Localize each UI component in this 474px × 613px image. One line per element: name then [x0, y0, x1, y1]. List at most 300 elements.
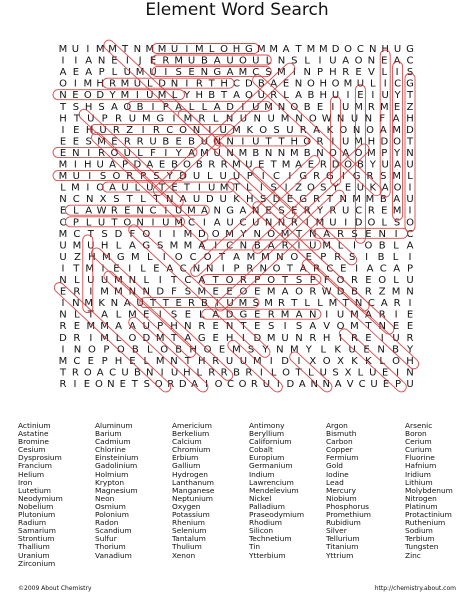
grid-letter[interactable]: N [406, 286, 414, 298]
grid-letter[interactable]: V [346, 379, 354, 390]
grid-letter[interactable]: R [303, 205, 311, 217]
grid-letter[interactable]: L [74, 309, 80, 321]
grid-letter[interactable]: L [246, 182, 252, 194]
grid-letter[interactable]: M [392, 171, 402, 183]
grid-letter[interactable]: T [295, 367, 302, 379]
grid-letter[interactable]: O [290, 251, 299, 263]
grid-letter[interactable]: I [215, 298, 219, 310]
grid-letter[interactable]: A [213, 101, 221, 113]
grid-letter[interactable]: L [393, 240, 399, 252]
grid-letter[interactable]: N [253, 113, 262, 125]
grid-letter[interactable]: L [137, 147, 143, 159]
grid-letter[interactable]: E [392, 321, 400, 333]
grid-letter[interactable]: M [289, 147, 299, 159]
grid-letter[interactable]: O [225, 275, 234, 286]
grid-letter[interactable]: A [146, 159, 154, 171]
grid-letter[interactable]: U [123, 147, 131, 159]
grid-letter[interactable]: M [266, 286, 276, 298]
grid-letter[interactable]: H [100, 240, 109, 252]
grid-letter[interactable]: I [331, 136, 335, 148]
grid-letter[interactable]: E [59, 136, 67, 148]
grid-letter[interactable]: U [262, 379, 271, 390]
grid-letter[interactable]: T [233, 182, 240, 194]
grid-letter[interactable]: M [157, 90, 167, 102]
grid-letter[interactable]: I [185, 78, 189, 90]
grid-letter[interactable]: T [295, 44, 302, 55]
grid-letter[interactable]: U [406, 379, 414, 390]
grid-letter[interactable]: I [353, 240, 356, 252]
grid-letter[interactable]: U [329, 217, 337, 229]
grid-letter[interactable]: O [59, 78, 67, 90]
grid-letter[interactable]: K [233, 194, 240, 206]
grid-letter[interactable]: A [295, 159, 302, 171]
grid-letter[interactable]: R [406, 332, 414, 344]
grid-letter[interactable]: S [170, 309, 178, 321]
grid-letter[interactable]: M [264, 298, 273, 310]
grid-letter[interactable]: U [356, 182, 365, 194]
grid-letter[interactable]: B [303, 147, 311, 159]
grid-letter[interactable]: D [281, 355, 289, 367]
grid-letter[interactable]: C [184, 275, 192, 286]
grid-letter[interactable]: L [317, 298, 323, 310]
grid-letter[interactable]: I [259, 367, 263, 379]
grid-letter[interactable]: Y [166, 171, 173, 183]
grid-letter[interactable]: N [303, 67, 311, 79]
grid-letter[interactable]: O [182, 159, 191, 171]
grid-letter[interactable]: R [123, 136, 131, 148]
grid-letter[interactable]: R [270, 90, 278, 102]
grid-letter[interactable]: P [381, 147, 388, 159]
grid-letter[interactable]: P [309, 275, 316, 286]
grid-letter[interactable]: U [370, 379, 378, 390]
grid-letter[interactable]: C [233, 78, 240, 90]
grid-letter[interactable]: E [212, 321, 219, 333]
grid-letter[interactable]: M [269, 44, 279, 55]
grid-letter[interactable]: L [60, 182, 66, 194]
grid-letter[interactable]: T [326, 194, 333, 206]
grid-letter[interactable]: M [95, 44, 105, 55]
grid-letter[interactable]: C [166, 124, 174, 136]
grid-letter[interactable]: L [147, 78, 153, 90]
grid-letter[interactable]: O [306, 78, 315, 90]
grid-letter[interactable]: Z [74, 251, 81, 263]
grid-letter[interactable]: R [250, 379, 258, 390]
grid-letter[interactable]: H [319, 78, 328, 90]
grid-letter[interactable]: P [254, 275, 261, 286]
grid-letter[interactable]: V [323, 321, 331, 333]
grid-letter[interactable]: R [364, 286, 372, 298]
grid-letter[interactable]: A [364, 309, 372, 321]
grid-letter[interactable]: P [72, 217, 79, 229]
grid-letter[interactable]: N [213, 205, 221, 217]
grid-letter[interactable]: R [126, 171, 134, 183]
grid-letter[interactable]: M [58, 159, 68, 171]
grid-letter[interactable]: U [319, 367, 327, 379]
grid-letter[interactable]: T [131, 379, 138, 390]
grid-letter[interactable]: L [115, 332, 122, 344]
grid-letter[interactable]: R [198, 321, 206, 333]
grid-letter[interactable]: B [252, 147, 260, 159]
grid-letter[interactable]: T [73, 113, 80, 125]
grid-letter[interactable]: R [162, 55, 170, 67]
grid-letter[interactable]: C [109, 367, 117, 379]
grid-letter[interactable]: H [322, 332, 331, 344]
grid-letter[interactable]: O [203, 251, 212, 263]
grid-letter[interactable]: U [331, 90, 340, 102]
grid-letter[interactable]: I [86, 44, 90, 55]
grid-letter[interactable]: I [288, 171, 292, 183]
grid-letter[interactable]: R [299, 124, 307, 136]
grid-letter[interactable]: R [367, 205, 375, 217]
grid-letter[interactable]: T [149, 298, 157, 310]
grid-letter[interactable]: R [152, 124, 160, 136]
grid-letter[interactable]: C [149, 205, 157, 217]
grid-letter[interactable]: M [350, 321, 359, 333]
grid-letter[interactable]: S [295, 275, 303, 286]
grid-letter[interactable]: U [128, 113, 137, 125]
grid-letter[interactable]: U [232, 171, 241, 183]
grid-letter[interactable]: T [73, 263, 80, 275]
grid-letter[interactable]: N [97, 55, 106, 67]
grid-letter[interactable]: N [136, 205, 144, 217]
grid-letter[interactable]: A [96, 367, 104, 379]
grid-letter[interactable]: U [219, 171, 227, 183]
grid-letter[interactable]: O [282, 367, 291, 379]
grid-letter[interactable]: T [162, 298, 169, 310]
grid-letter[interactable]: I [408, 182, 412, 194]
grid-letter[interactable]: M [306, 44, 316, 55]
grid-letter[interactable]: E [171, 182, 178, 194]
grid-letter[interactable]: M [264, 101, 273, 113]
grid-letter[interactable]: X [99, 194, 107, 206]
grid-letter[interactable]: D [331, 44, 340, 55]
grid-letter[interactable]: A [270, 78, 278, 90]
grid-letter[interactable]: B [356, 159, 364, 171]
grid-letter[interactable]: W [321, 286, 332, 298]
grid-letter[interactable]: T [170, 275, 178, 286]
grid-letter[interactable]: O [339, 124, 348, 136]
grid-letter[interactable]: A [85, 67, 93, 79]
grid-letter[interactable]: E [265, 205, 272, 217]
grid-letter[interactable]: U [87, 240, 95, 252]
grid-letter[interactable]: O [331, 78, 340, 90]
grid-letter[interactable]: R [313, 194, 321, 206]
grid-letter[interactable]: D [226, 101, 234, 113]
grid-letter[interactable]: P [162, 101, 169, 113]
grid-letter[interactable]: S [273, 124, 280, 136]
grid-letter[interactable]: M [86, 321, 96, 333]
grid-letter[interactable]: Y [369, 159, 376, 171]
grid-letter[interactable]: N [184, 321, 192, 333]
grid-letter[interactable]: L [208, 44, 215, 55]
grid-letter[interactable]: I [61, 55, 65, 67]
grid-letter[interactable]: U [99, 124, 107, 136]
grid-letter[interactable]: R [73, 332, 81, 344]
grid-letter[interactable]: M [145, 44, 155, 55]
grid-letter[interactable]: M [141, 113, 151, 125]
grid-letter[interactable]: U [245, 159, 253, 171]
grid-letter[interactable]: O [336, 275, 345, 286]
grid-letter[interactable]: D [96, 90, 105, 102]
grid-letter[interactable]: L [337, 240, 344, 252]
grid-letter[interactable]: G [406, 44, 414, 55]
grid-letter[interactable]: R [367, 101, 375, 113]
grid-letter[interactable]: E [305, 251, 312, 263]
grid-letter[interactable]: N [253, 228, 262, 240]
grid-letter[interactable]: N [352, 124, 361, 136]
grid-letter[interactable]: R [136, 136, 144, 148]
grid-letter[interactable]: E [282, 78, 290, 90]
grid-letter[interactable]: E [382, 367, 389, 379]
grid-letter[interactable]: O [174, 251, 183, 263]
grid-letter[interactable]: E [254, 286, 261, 298]
grid-letter[interactable]: H [183, 367, 191, 379]
grid-letter[interactable]: R [319, 159, 327, 171]
grid-letter[interactable]: N [192, 263, 201, 275]
grid-letter[interactable]: M [102, 251, 111, 263]
grid-letter[interactable]: T [406, 90, 414, 102]
grid-letter[interactable]: B [392, 344, 399, 356]
grid-letter[interactable]: D [59, 332, 67, 344]
grid-letter[interactable]: I [202, 217, 206, 229]
grid-letter[interactable]: U [219, 124, 227, 136]
grid-letter[interactable]: U [187, 55, 196, 67]
grid-letter[interactable]: I [394, 309, 398, 321]
grid-letter[interactable]: U [252, 217, 260, 229]
grid-letter[interactable]: U [356, 78, 365, 90]
grid-letter[interactable]: A [334, 379, 342, 390]
grid-letter[interactable]: N [377, 344, 385, 356]
grid-letter[interactable]: L [270, 367, 277, 379]
grid-letter[interactable]: S [406, 67, 414, 79]
grid-letter[interactable]: I [164, 205, 168, 217]
grid-letter[interactable]: D [336, 286, 345, 298]
grid-letter[interactable]: B [307, 90, 315, 102]
grid-letter[interactable]: U [59, 251, 67, 263]
grid-letter[interactable]: C [273, 171, 280, 183]
grid-letter[interactable]: M [280, 113, 290, 125]
grid-letter[interactable]: M [391, 286, 401, 298]
grid-letter[interactable]: S [265, 67, 272, 79]
grid-letter[interactable]: L [143, 355, 150, 367]
grid-letter[interactable]: U [192, 194, 201, 206]
grid-letter[interactable]: L [140, 194, 146, 206]
grid-letter[interactable]: M [114, 275, 123, 286]
grid-letter[interactable]: C [355, 205, 363, 217]
grid-letter[interactable]: S [295, 321, 303, 333]
grid-letter[interactable]: O [393, 136, 402, 148]
grid-letter[interactable]: R [337, 228, 345, 240]
grid-letter[interactable]: O [94, 379, 103, 390]
grid-letter[interactable]: A [379, 124, 387, 136]
grid-letter[interactable]: N [226, 147, 234, 159]
grid-letter[interactable]: T [121, 44, 129, 55]
grid-letter[interactable]: U [100, 275, 109, 286]
grid-letter[interactable]: I [276, 379, 280, 390]
grid-letter[interactable]: H [195, 90, 204, 102]
grid-letter[interactable]: Z [295, 182, 302, 194]
grid-letter[interactable]: P [121, 159, 129, 171]
grid-letter[interactable]: O [367, 217, 376, 229]
grid-letter[interactable]: A [233, 251, 240, 263]
grid-letter[interactable]: H [319, 90, 328, 102]
grid-letter[interactable]: T [87, 228, 94, 240]
grid-letter[interactable]: M [183, 240, 193, 252]
grid-letter[interactable]: O [123, 101, 132, 113]
grid-letter[interactable]: H [198, 355, 206, 367]
grid-letter[interactable]: M [71, 182, 80, 194]
grid-letter[interactable]: E [175, 298, 182, 310]
grid-letter[interactable]: I [151, 101, 155, 113]
grid-letter[interactable]: I [125, 55, 129, 67]
grid-letter[interactable]: U [406, 159, 414, 171]
grid-letter[interactable]: Y [262, 344, 269, 356]
grid-letter[interactable]: T [212, 275, 219, 286]
grid-letter[interactable]: A [191, 379, 199, 390]
grid-letter[interactable]: S [85, 136, 92, 148]
grid-letter[interactable]: T [59, 101, 67, 113]
grid-letter[interactable]: M [100, 332, 109, 344]
grid-letter[interactable]: I [135, 90, 139, 102]
grid-letter[interactable]: H [96, 78, 104, 90]
grid-letter[interactable]: R [59, 379, 67, 390]
grid-letter[interactable]: M [97, 136, 106, 148]
grid-letter[interactable]: Y [316, 205, 324, 217]
grid-letter[interactable]: D [225, 309, 234, 321]
grid-letter[interactable]: S [278, 205, 285, 217]
grid-letter[interactable]: N [128, 286, 137, 298]
grid-letter[interactable]: L [265, 55, 272, 67]
grid-letter[interactable]: R [188, 298, 195, 310]
grid-letter[interactable]: H [225, 332, 234, 344]
grid-letter[interactable]: C [326, 263, 334, 275]
grid-letter[interactable]: O [214, 379, 223, 390]
grid-letter[interactable]: S [99, 171, 107, 183]
grid-letter[interactable]: D [272, 194, 281, 206]
grid-letter[interactable]: R [316, 136, 324, 148]
grid-letter[interactable]: B [131, 344, 139, 356]
grid-letter[interactable]: E [73, 124, 80, 136]
grid-letter[interactable]: V [367, 67, 375, 79]
grid-letter[interactable]: O [116, 344, 125, 356]
grid-letter[interactable]: H [381, 44, 389, 55]
grid-letter[interactable]: T [270, 159, 277, 171]
grid-letter[interactable]: C [227, 379, 234, 390]
grid-letter[interactable]: S [247, 344, 255, 356]
grid-letter[interactable]: A [342, 147, 350, 159]
grid-letter[interactable]: M [266, 332, 276, 344]
grid-letter[interactable]: U [170, 44, 179, 55]
grid-letter[interactable]: I [297, 355, 301, 367]
grid-letter[interactable]: U [239, 113, 248, 125]
grid-letter[interactable]: J [138, 55, 142, 67]
grid-letter[interactable]: E [73, 321, 81, 333]
grid-letter[interactable]: U [133, 78, 142, 90]
grid-letter[interactable]: N [354, 298, 363, 310]
grid-letter[interactable]: I [283, 321, 287, 333]
grid-letter[interactable]: D [245, 78, 253, 90]
grid-letter[interactable]: I [158, 309, 162, 321]
grid-letter[interactable]: B [253, 240, 261, 252]
grid-letter[interactable]: A [393, 55, 401, 67]
grid-letter[interactable]: T [221, 90, 228, 102]
grid-letter[interactable]: M [392, 205, 402, 217]
grid-letter[interactable]: E [143, 309, 150, 321]
grid-letter[interactable]: B [378, 240, 386, 252]
grid-letter[interactable]: P [98, 67, 105, 79]
grid-letter[interactable]: I [61, 344, 65, 356]
grid-letter[interactable]: I [89, 332, 93, 344]
grid-letter[interactable]: Y [109, 90, 116, 102]
grid-letter[interactable]: L [199, 309, 205, 321]
grid-letter[interactable]: A [393, 263, 401, 275]
grid-letter[interactable]: B [257, 78, 265, 90]
grid-letter[interactable]: R [281, 240, 289, 252]
grid-letter[interactable]: G [406, 78, 414, 90]
grid-letter[interactable]: N [110, 298, 119, 310]
grid-letter[interactable]: R [313, 171, 321, 183]
grid-letter[interactable]: A [392, 113, 400, 125]
grid-letter[interactable]: K [246, 124, 254, 136]
grid-letter[interactable]: Y [175, 147, 182, 159]
grid-letter[interactable]: I [160, 367, 164, 379]
grid-letter[interactable]: A [298, 379, 306, 390]
grid-letter[interactable]: A [109, 159, 117, 171]
grid-letter[interactable]: U [170, 367, 179, 379]
grid-letter[interactable]: I [101, 263, 105, 275]
grid-letter[interactable]: A [406, 240, 414, 252]
grid-letter[interactable]: P [140, 171, 147, 183]
grid-letter[interactable]: H [85, 124, 94, 136]
grid-letter[interactable]: M [328, 298, 338, 310]
grid-letter[interactable]: A [239, 205, 247, 217]
grid-letter[interactable]: N [310, 379, 319, 390]
grid-letter[interactable]: M [354, 136, 363, 148]
grid-letter[interactable]: M [367, 147, 376, 159]
grid-letter[interactable]: B [195, 159, 203, 171]
grid-letter[interactable]: N [146, 367, 154, 379]
grid-letter[interactable]: P [101, 355, 108, 367]
grid-letter[interactable]: N [322, 379, 330, 390]
grid-letter[interactable]: M [100, 286, 109, 298]
grid-letter[interactable]: M [100, 321, 109, 333]
grid-letter[interactable]: N [264, 147, 273, 159]
grid-letter[interactable]: C [72, 194, 80, 206]
grid-letter[interactable]: O [392, 355, 401, 367]
grid-letter[interactable]: S [291, 55, 298, 67]
grid-letter[interactable]: A [233, 90, 240, 102]
grid-letter[interactable]: S [153, 171, 160, 183]
grid-letter[interactable]: B [162, 136, 170, 148]
grid-letter[interactable]: S [380, 171, 387, 183]
grid-letter[interactable]: U [142, 321, 150, 333]
grid-letter[interactable]: I [297, 240, 301, 252]
grid-letter[interactable]: I [214, 240, 218, 252]
grid-letter[interactable]: T [126, 194, 133, 206]
grid-letter[interactable]: U [350, 113, 359, 125]
grid-letter[interactable]: E [72, 67, 80, 79]
grid-letter[interactable]: L [147, 344, 153, 356]
grid-letter[interactable]: M [108, 44, 117, 55]
grid-letter[interactable]: M [379, 101, 389, 113]
grid-letter[interactable]: R [110, 205, 118, 217]
grid-letter[interactable]: U [97, 217, 106, 229]
grid-letter[interactable]: O [179, 124, 188, 136]
grid-letter[interactable]: A [213, 217, 221, 229]
grid-letter[interactable]: R [73, 286, 81, 298]
grid-letter[interactable]: N [142, 286, 151, 298]
grid-letter[interactable]: A [123, 298, 131, 310]
